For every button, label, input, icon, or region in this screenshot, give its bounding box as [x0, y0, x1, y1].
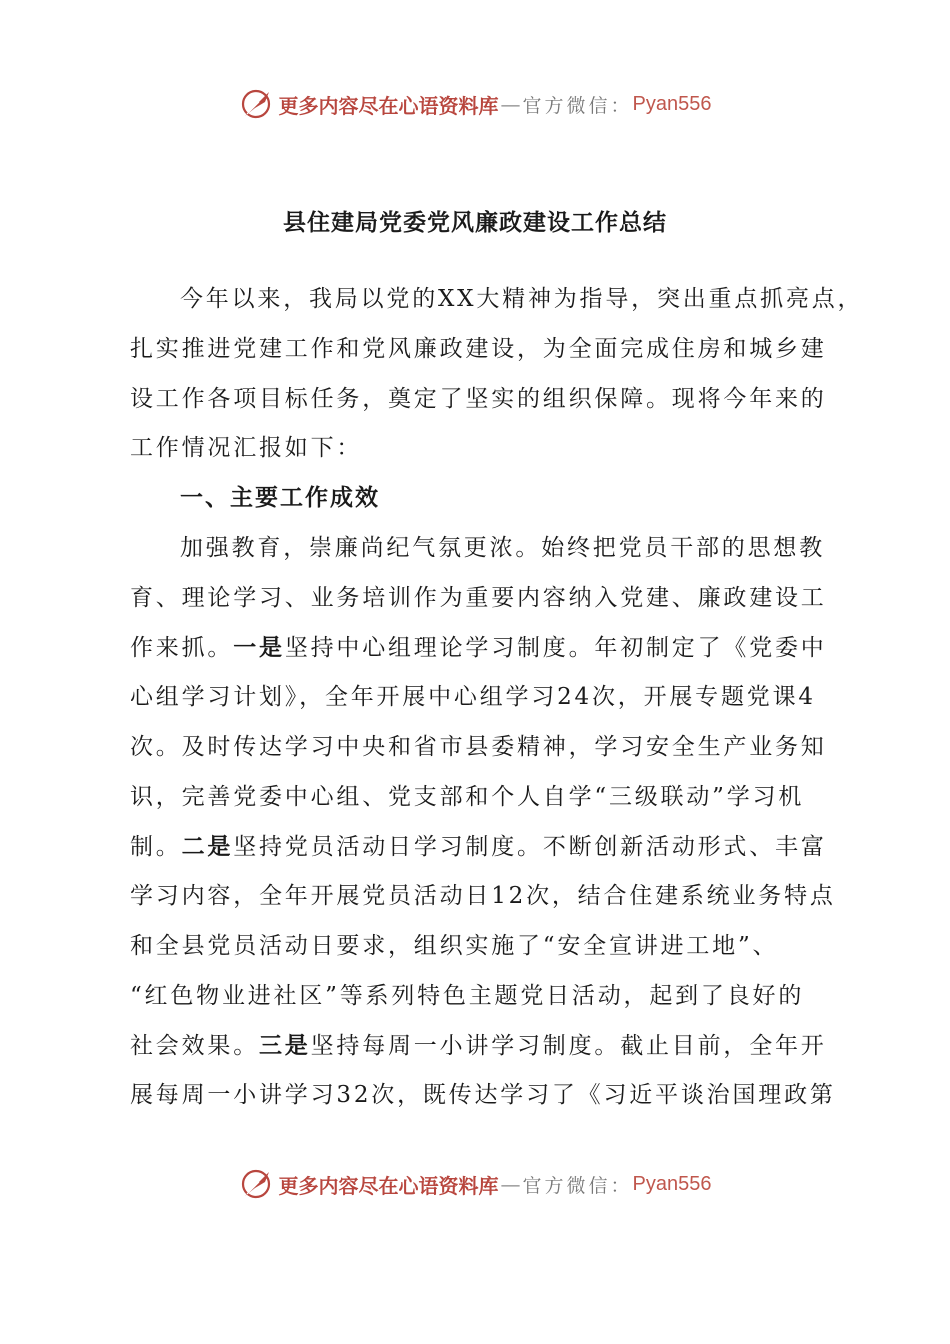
text-run: 制。: [130, 834, 182, 860]
wechat-id: Pyan556: [632, 92, 712, 115]
body-line-5: 次。及时传达学习中央和省市县委精神，学习安全生产业务知: [130, 734, 827, 760]
intro-line-2: 扎实推进党建工作和党风廉政建设，为全面完成住房和城乡建: [130, 336, 827, 362]
wechat-id: Pyan556: [632, 1172, 712, 1195]
body-line-2: 育、理论学习、业务培训作为重要内容纳入党建、廉政建设工: [130, 585, 827, 611]
intro-line-4: 工作情况汇报如下：: [130, 435, 363, 461]
body-line-1: 加强教育，崇廉尚纪气氛更浓。始终把党员干部的思想教: [180, 535, 825, 561]
brand-text: 更多内容尽在心语资料库: [278, 93, 499, 118]
body-line-4: 心组学习计划》，全年开展中心组学习24次，开展专题党课4: [130, 684, 816, 710]
section-heading-1: 一、主要工作成效: [180, 485, 380, 511]
quill-pen-icon: [239, 86, 275, 122]
body-line-11: [130, 1030, 830, 1062]
emphasis-second: 二是: [181, 834, 234, 860]
emphasis-third: 三是: [259, 1033, 311, 1059]
banner-dash: —: [500, 1172, 521, 1196]
wechat-label: 官方微信：: [522, 94, 633, 117]
body-line-9: 和全县党员活动日要求，组织实施了“安全宣讲进工地”、: [130, 933, 779, 959]
banner-dash: —: [500, 92, 521, 116]
body-line-6: 识，完善党委中心组、党支部和个人自学“三级联动”学习机: [130, 784, 805, 810]
body-line-10: “红色物业进社区”等系列特色主题党日活动，起到了良好的: [130, 983, 805, 1009]
text-run: 社会效果。: [130, 1033, 259, 1059]
text-run: 坚持每周一小讲学习制度。截止目前，全年开: [310, 1033, 827, 1059]
intro-line-3: 设工作各项目标任务，奠定了坚实的组织保障。现将今年来的: [130, 386, 827, 412]
text-run: 坚持党员活动日学习制度。不断创新活动形式、丰富: [233, 834, 827, 860]
brand-text: 更多内容尽在心语资料库: [278, 1173, 499, 1198]
quill-pen-icon: [239, 1166, 275, 1202]
text-run: 坚持中心组理论学习制度。年初制定了《党委中: [284, 635, 827, 661]
body-line-3: [130, 632, 830, 664]
body-line-12: 展每周一小讲学习32次，既传达学习了《习近平谈治国理政第: [130, 1082, 836, 1108]
header-banner: [0, 84, 950, 124]
emphasis-first: 一是: [233, 635, 285, 661]
text-run: 作来抓。: [130, 635, 234, 661]
intro-line-1: 今年以来，我局以党的XX大精神为指导，突出重点抓亮点，: [180, 286, 864, 312]
document-title: 县住建局党委党风廉政建设工作总结: [283, 210, 667, 236]
wechat-label: 官方微信：: [522, 1174, 633, 1197]
body-line-7: [130, 831, 830, 863]
body-line-8: 学习内容，全年开展党员活动日12次，结合住建系统业务特点: [130, 883, 836, 909]
footer-banner: [0, 1164, 950, 1204]
